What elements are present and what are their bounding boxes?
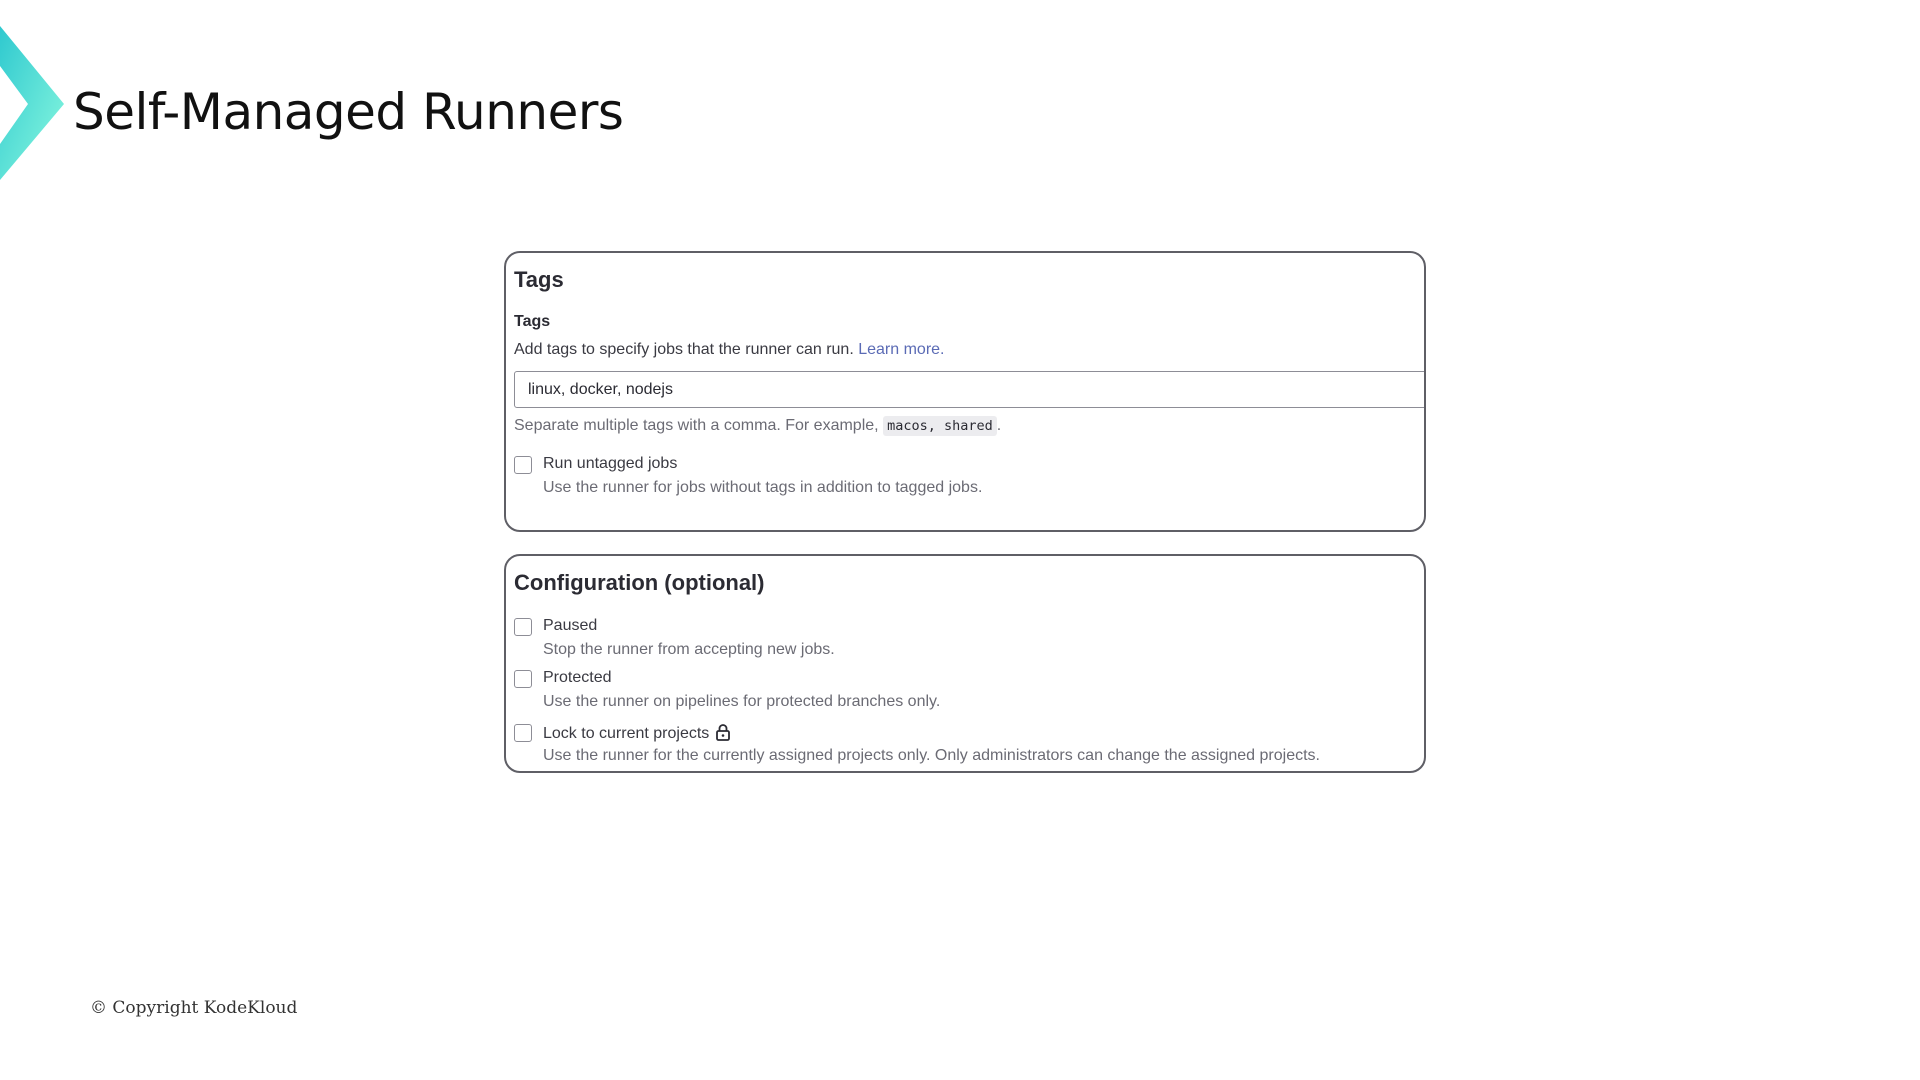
slide-title: Self-Managed Runners [73,83,624,141]
tags-description [514,341,944,359]
configuration-panel [504,554,1426,773]
configuration-section-heading: Configuration (optional) [514,570,765,595]
brand-chevron-icon [0,26,64,180]
protected-checkbox[interactable] [514,670,532,688]
protected-description: Use the runner on pipelines for protected branches only. [543,693,941,710]
paused-description: Stop the runner from accepting new jobs. [543,641,835,658]
lock-projects-description: Use the runner for the currently assigned projects only. Only administrators can change the assigned projects. [543,747,1320,764]
lock-projects-label[interactable]: Lock to current projects [543,725,710,742]
lock-projects-label-row[interactable] [543,723,731,743]
tags-field-label: Tags [514,313,551,330]
protected-label[interactable]: Protected [543,669,612,686]
paused-label[interactable]: Paused [543,617,598,634]
lock-icon [715,723,731,741]
lock-projects-checkbox[interactable] [514,724,532,742]
paused-checkbox[interactable] [514,618,532,636]
run-untagged-description: Use the runner for jobs without tags in addition to tagged jobs. [543,479,983,496]
tags-help-example: macos, shared [883,416,997,436]
tags-help-prefix: Separate multiple tags with a comma. For example, [514,417,879,434]
tags-input[interactable] [514,371,1426,408]
learn-more-link[interactable]: Learn more. [858,341,945,358]
tags-panel [504,251,1426,532]
tags-section-heading: Tags [514,267,564,292]
tags-help-text [514,417,1001,435]
run-untagged-label[interactable]: Run untagged jobs [543,455,678,472]
run-untagged-checkbox[interactable] [514,456,532,474]
tags-help-suffix: . [996,417,1002,434]
tags-description-text: Add tags to specify jobs that the runner can run. [514,341,854,358]
copyright-notice: © Copyright KodeKloud [90,998,298,1018]
